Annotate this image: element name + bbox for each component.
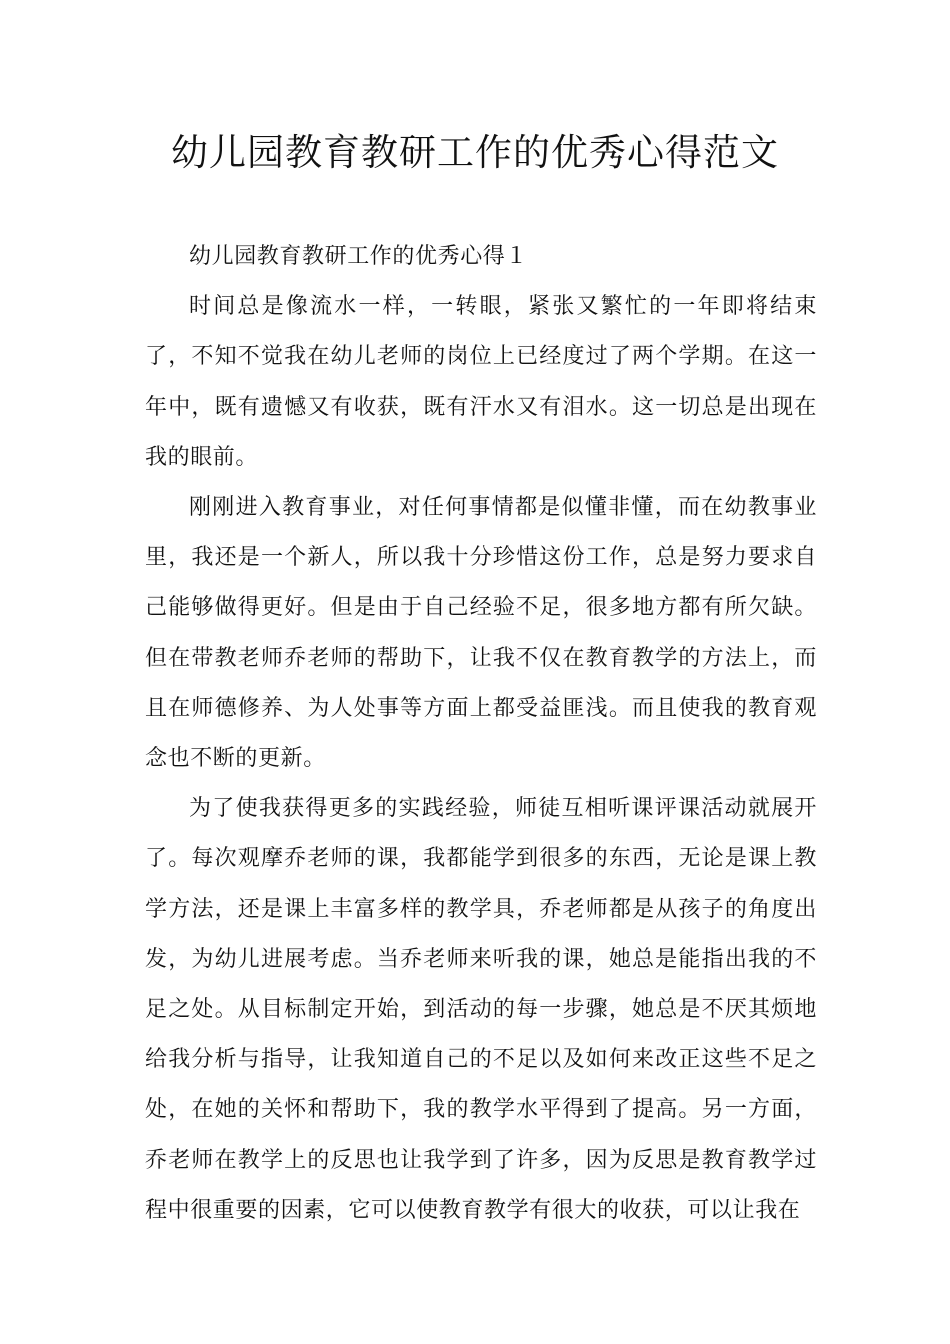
section-heading: 幼儿园教育教研工作的优秀心得１	[189, 244, 529, 269]
paragraph-1: 时间总是像流水一样，一转眼，紧张又繁忙的一年即将结束了，不知不觉我在幼儿老师的岗位上已经度过了两个学期。在这一年中，既有遗憾又有收获，既有汗水又有泪水。这一切总是出现在我的眼前。	[145, 294, 817, 470]
document-body	[145, 232, 817, 1236]
paragraph-3: 为了使我获得更多的实践经验，师徒互相听课评课活动就展开了。每次观摩乔老师的课，我都能学到很多的东西，无论是课上教学方法，还是课上丰富多样的教学具，乔老师都是从孩子的角度出发，为幼儿进展考虑。当乔老师来听我的课，她总是能指出我的不足之处。从目标制定开始，到活动的每一步骤，她总是不厌其烦地给我分析与指导，让我知道自己的不足以及如何来改正这些不足之处，在她的关怀和帮助下，我的教学水平得到了提高。另一方面，乔老师在教学上的反思也让我学到了许多，因为反思是教育教学过程中很重要的因素，它可以使教育教学有很大的收获，可以让我在	[145, 796, 817, 1223]
paragraph-2: 刚刚进入教育事业，对任何事情都是似懂非懂，而在幼教事业里，我还是一个新人，所以我十分珍惜这份工作，总是努力要求自己能够做得更好。但是由于自己经验不足，很多地方都有所欠缺。但在带教老师乔老师的帮助下，让我不仅在教育教学的方法上，而且在师德修养、为人处事等方面上都受益匪浅。而且使我的教育观念也不断的更新。	[145, 495, 817, 772]
document-title: 幼儿园教育教研工作的优秀心得范文	[171, 131, 779, 174]
